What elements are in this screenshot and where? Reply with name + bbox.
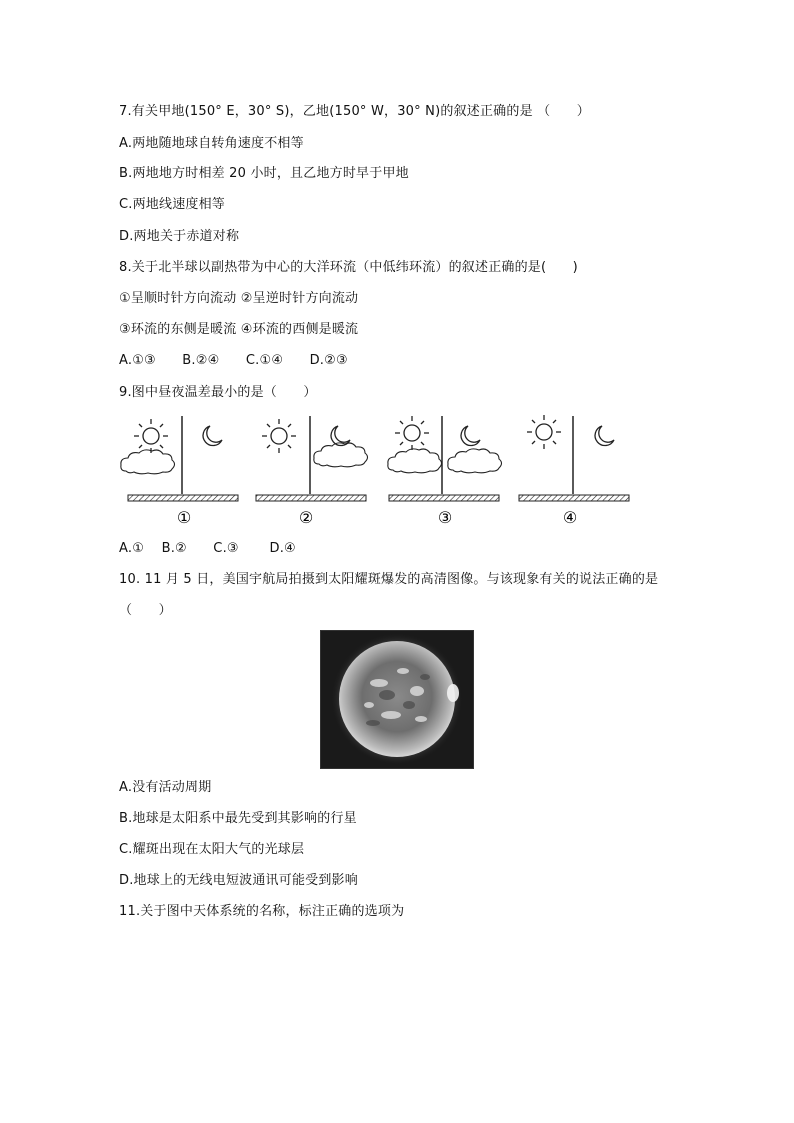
question-10-stem: 10. 11 月 5 日，美国宇航局拍摄到太阳耀斑爆发的高清图像。与该现象有关的说法正确的是: [119, 572, 659, 587]
panel-label-1: ①: [176, 508, 192, 527]
question-7-option-c: C.两地线速度相等: [119, 197, 226, 212]
question-10-stem-cont: （ ）: [119, 603, 172, 618]
panel-label-3: ③: [437, 508, 453, 527]
solar-flare-image: [320, 630, 474, 769]
day-night-diagram: [118, 408, 638, 530]
question-8-answers: A.①③ B.②④ C.①④ D.②③: [119, 353, 348, 368]
question-10-option-d: D.地球上的无线电短波通讯可能受到影响: [119, 873, 358, 888]
question-9-answers: A.① B.② C.③ D.④: [119, 541, 296, 556]
panel-3: [388, 416, 502, 501]
question-10-option-b: B.地球是太阳系中最先受到其影响的行星: [119, 811, 357, 826]
panel-4: [519, 415, 629, 501]
question-7-stem: 7.有关甲地(150° E，30° S)，乙地(150° W，30° N)的叙述正确的是 （ ）: [119, 104, 590, 119]
panel-2: [256, 416, 368, 501]
question-10-option-c: C.耀斑出现在太阳大气的光球层: [119, 842, 305, 857]
panel-label-2: ②: [298, 508, 314, 527]
panel-1: [121, 416, 238, 501]
question-7-option-a: A.两地随地球自转角速度不相等: [119, 136, 304, 151]
question-8-statements-1: ①呈顺时针方向流动 ②呈逆时针方向流动: [119, 291, 359, 306]
question-9-stem: 9.图中昼夜温差最小的是（ ）: [119, 385, 317, 400]
question-10-option-a: A.没有活动周期: [119, 780, 212, 795]
question-11-stem: 11.关于图中天体系统的名称，标注正确的选项为: [119, 904, 405, 919]
question-8-stem: 8.关于北半球以副热带为中心的大洋环流（中低纬环流）的叙述正确的是( ): [119, 260, 578, 275]
question-7-option-b: B.两地地方时相差 20 小时，且乙地方时早于甲地: [119, 166, 409, 181]
question-7-option-d: D.两地关于赤道对称: [119, 229, 240, 244]
question-8-statements-2: ③环流的东侧是暖流 ④环流的西侧是暖流: [119, 322, 359, 337]
panel-label-4: ④: [562, 508, 578, 527]
